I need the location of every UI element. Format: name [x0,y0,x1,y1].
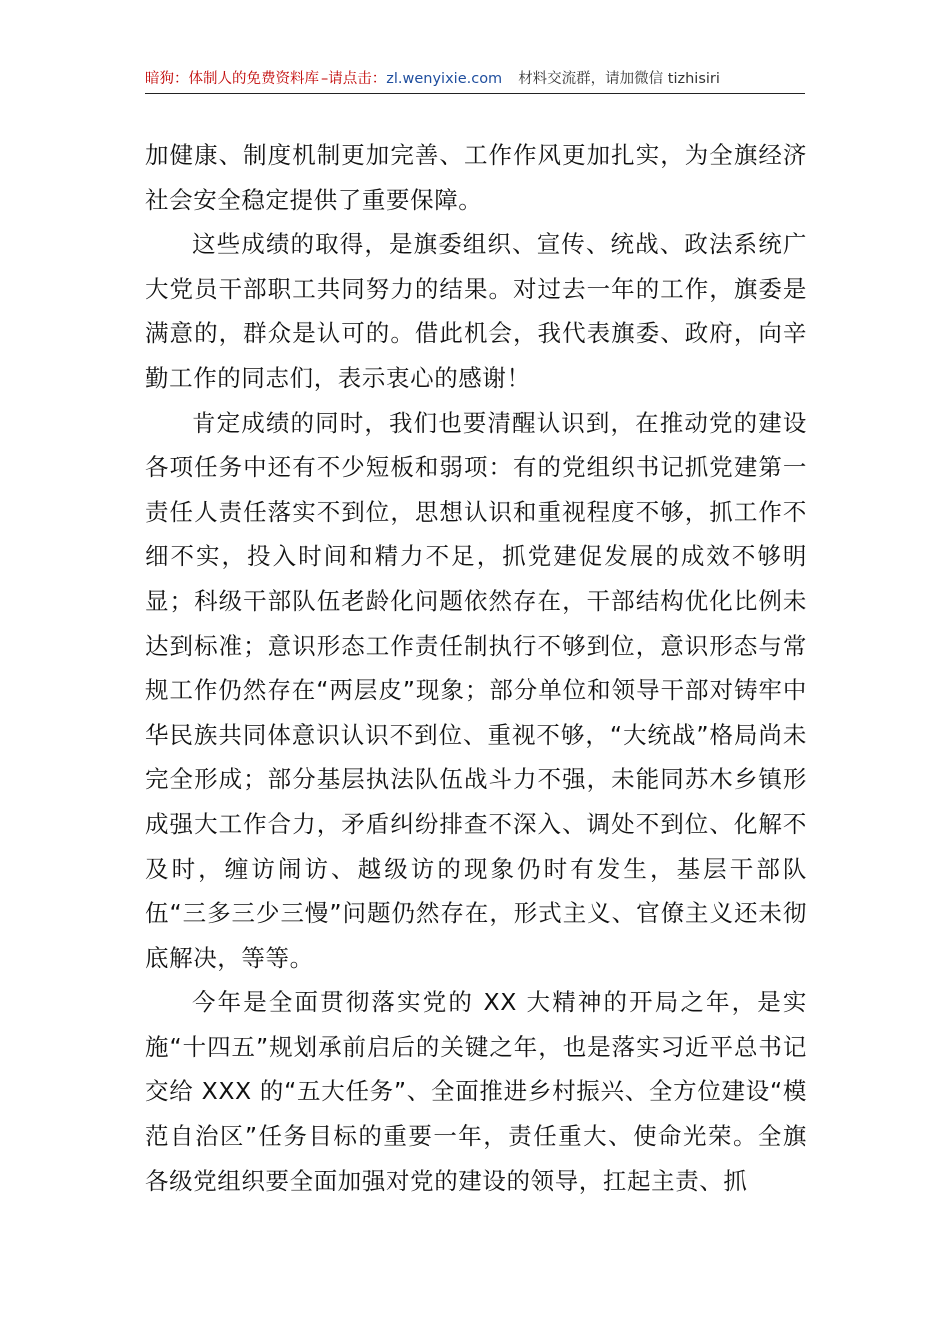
header-contact: 材料交流群，请加微信 tizhisiri [518,71,720,87]
paragraph: 这些成绩的取得，是旗委组织、宣传、统战、政法系统广大党员干部职工共同努力的结果。对过去一年的工作，旗委是满意的，群众是认可的。借此机会，我代表旗委、政府，向辛勤工作的同志们，表示衷心的感谢！ [145,230,807,392]
header-url-link[interactable]: zl.wenyixie.com [386,71,503,87]
paragraph: 今年是全面贯彻落实党的 XX 大精神的开局之年，是实施“十四五”规划承前启后的关键之年，也是落实习近平总书记交给 XXX 的“五大任务”、全面推进乡村振兴、全方位建设“模范自治区”任务目标的重要一年，责任重大、使命光荣。全旗各级党组织要全面加强对党的建设的领导，扛起主责、抓 [145,988,807,1195]
paragraph: 肯定成绩的同时，我们也要清醒认识到，在推动党的建设各项任务中还有不少短板和弱项：有的党组织书记抓党建第一责任人责任落实不到位，思想认识和重视程度不够，抓工作不细不实，投入时间和精力不足，抓党建促发展的成效不够明显；科级干部队伍老龄化问题依然存在，干部结构优化比例未达到标准；意识形态工作责任制执行不够到位，意识形态与常规工作仍然存在“两层皮”现象；部分单位和领导干部对铸牢中华民族共同体意识认识不到位、重视不够，“大统战”格局尚未完全形成；部分基层执法队伍战斗力不强，未能同苏木乡镇形成强大工作合力，矛盾纠纷排查不深入、调处不到位、化解不及时，缠访闹访、越级访的现象仍时有发生，基层干部队伍“三多三少三慢”问题仍然存在，形式主义、官僚主义还未彻底解决，等等。 [145,408,807,972]
document-body [145,133,807,1203]
paragraph-continuation: 加健康、制度机制更加完善、工作作风更加扎实，为全旗经济社会安全稳定提供了重要保障。 [145,141,807,214]
header-link-prefix: –请点击： [321,71,387,87]
header-brand: 暗狗：体制人的免费资料库 [145,71,319,87]
page-header [145,64,805,94]
